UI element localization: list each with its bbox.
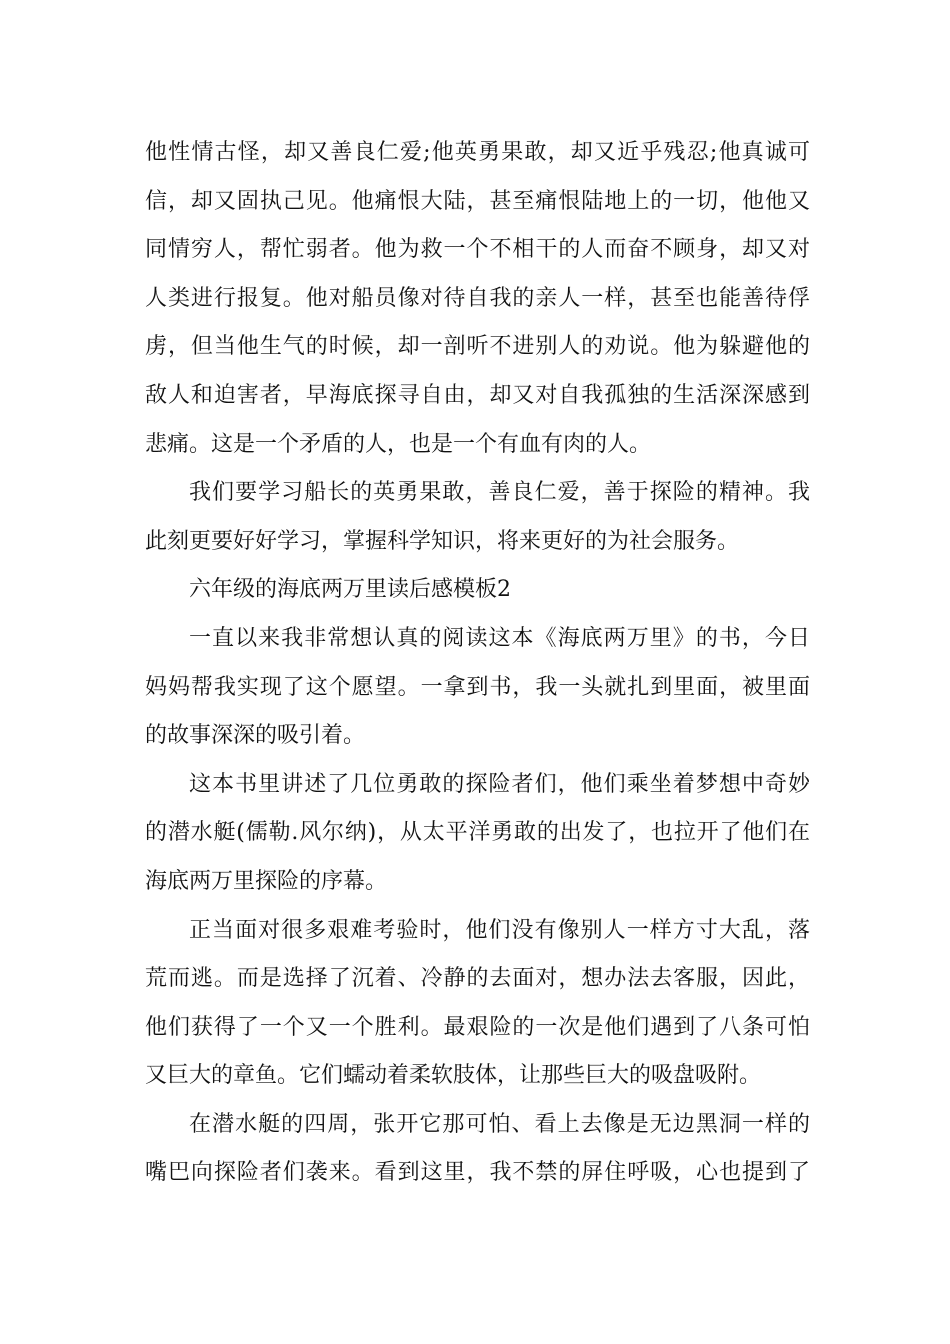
- text-line: 的潜水艇(儒勒.风尔纳)，从太平洋勇敢的出发了，也拉开了他们在: [145, 820, 810, 846]
- text-line: 他们获得了一个又一个胜利。最艰险的一次是他们遇到了八条可怕: [145, 1014, 810, 1040]
- paragraph-start-line: 正当面对很多艰难考验时，他们没有像别人一样方寸大乱，落: [189, 917, 810, 943]
- text-line: 荒而逃。而是选择了沉着、冷静的去面对，想办法去客服，因此，: [145, 966, 810, 992]
- text-line: 同情穷人，帮忙弱者。他为救一个不相干的人而奋不顾身，却又对: [145, 237, 810, 263]
- text-line: 人类进行报复。他对船员像对待自我的亲人一样，甚至也能善待俘: [145, 285, 810, 311]
- text-line: 海底两万里探险的序幕。: [145, 868, 388, 894]
- paragraph-start-line: 我们要学习船长的英勇果敢，善良仁爱，善于探险的精神。我: [189, 480, 810, 506]
- section-heading: 六年级的海底两万里读后感模板2: [189, 577, 511, 603]
- text-line: 又巨大的章鱼。它们蠕动着柔软肢体，让那些巨大的吸盘吸附。: [145, 1063, 762, 1089]
- text-line: 信，却又固执己见。他痛恨大陆，甚至痛恨陆地上的一切，他他又: [145, 188, 810, 214]
- text-line: 此刻更要好好学习，掌握科学知识，将来更好的为社会服务。: [145, 528, 740, 554]
- document-body: [145, 129, 810, 1198]
- paragraph-start-line: 在潜水艇的四周，张开它那可怕、看上去像是无边黑洞一样的: [189, 1111, 810, 1137]
- text-line: 嘴巴向探险者们袭来。看到这里，我不禁的屏住呼吸，心也提到了: [145, 1160, 810, 1186]
- text-line: 的故事深深的吸引着。: [145, 723, 366, 749]
- text-line: 他性情古怪，却又善良仁爱;他英勇果敢，却又近乎残忍;他真诚可: [145, 140, 810, 165]
- text-line: 悲痛。这是一个矛盾的人，也是一个有血有肉的人。: [145, 431, 652, 457]
- paragraph-start-line: 一直以来我非常想认真的阅读这本《海底两万里》的书，今日: [189, 625, 810, 651]
- text-line: 妈妈帮我实现了这个愿望。一拿到书，我一头就扎到里面，被里面: [145, 674, 810, 700]
- text-line: 虏，但当他生气的时候，却一剖听不进别人的劝说。他为躲避他的: [145, 334, 810, 360]
- text-line: 敌人和迫害者，早海底探寻自由，却又对自我孤独的生活深深感到: [145, 382, 810, 408]
- paragraph-start-line: 这本书里讲述了几位勇敢的探险者们，他们乘坐着梦想中奇妙: [189, 771, 810, 797]
